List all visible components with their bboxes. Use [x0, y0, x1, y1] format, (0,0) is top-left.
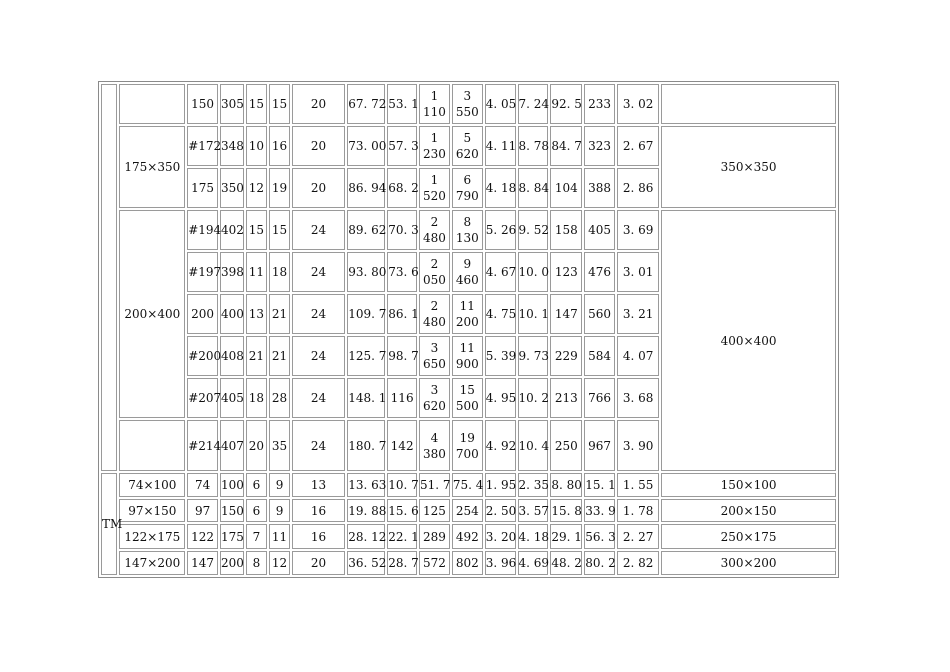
equivalent-size-cell: 150×100: [661, 473, 836, 497]
width-cell: 13: [246, 294, 268, 334]
ix-cell-line: 3: [463, 89, 472, 103]
zx-cell: 15. 1: [584, 473, 615, 497]
width-cell: 12: [246, 168, 268, 208]
designation-cell: #200: [187, 336, 218, 376]
web-cell: 19: [269, 168, 290, 208]
ix-cell: [452, 210, 483, 250]
weight-cell-line: 620: [422, 399, 446, 413]
ix-cell: [452, 294, 483, 334]
flange-cell: 24: [292, 378, 345, 418]
width-cell: 6: [246, 499, 268, 522]
ix-cell: [452, 378, 483, 418]
flange-cell: 24: [292, 252, 345, 292]
size-label-cell: 147×200: [119, 551, 185, 575]
weight-cell-line: 4: [430, 430, 439, 445]
zy-cell: 1. 55: [617, 473, 659, 497]
zx-cell: 766: [584, 378, 615, 418]
weight-cell: [419, 420, 450, 471]
weight-cell-line: 3: [430, 341, 439, 355]
rx-cell: 9. 52: [518, 210, 549, 250]
ix-cell-line: 460: [455, 273, 479, 287]
area-cell: 86. 1: [387, 294, 417, 334]
weight-cell-line: 650: [422, 357, 446, 371]
iy-cell: 3. 96: [485, 551, 516, 575]
steel-section-table: [98, 81, 839, 578]
designation-cell: 74: [187, 473, 218, 497]
size-label-cell: [119, 420, 185, 471]
weight-cell: [419, 210, 450, 250]
zx-cell: 233: [584, 84, 615, 124]
zy-cell: 2. 67: [617, 126, 659, 166]
ix-cell-line: 8: [463, 215, 472, 229]
ry-cell: 250: [550, 420, 582, 471]
width-cell: 10: [246, 126, 268, 166]
designation-cell: 150: [187, 84, 218, 124]
ix-cell-line: 130: [455, 231, 479, 245]
weight-cell-line: 110: [422, 105, 446, 119]
flange-cell: 16: [292, 499, 345, 522]
table-row: [101, 126, 836, 166]
area-cell: 15. 6: [387, 499, 417, 522]
flange-cell: 20: [292, 168, 345, 208]
area-cell: 53. 1: [387, 84, 417, 124]
radius-cell: 125. 7: [347, 336, 385, 376]
height-cell: 398: [220, 252, 244, 292]
zy-cell: 3. 01: [617, 252, 659, 292]
size-label-cell: 122×175: [119, 524, 185, 549]
iy-cell: 5. 39: [485, 336, 516, 376]
weight-cell: [419, 84, 450, 124]
height-cell: 350: [220, 168, 244, 208]
equivalent-size-cell: 350×350: [661, 126, 836, 208]
web-cell: 16: [269, 126, 290, 166]
zx-cell: 388: [584, 168, 615, 208]
web-cell: 35: [269, 420, 290, 471]
weight-cell-line: 1: [430, 131, 439, 145]
ix-cell-line: 9: [463, 257, 472, 271]
rx-cell: 7. 24: [518, 84, 549, 124]
table-row: [101, 551, 836, 575]
ix-cell: 802: [452, 551, 483, 575]
area-cell: 68. 2: [387, 168, 417, 208]
table-row: [101, 210, 836, 250]
width-cell: 7: [246, 524, 268, 549]
zx-cell: 560: [584, 294, 615, 334]
zx-cell: 967: [584, 420, 615, 471]
ry-cell: 84. 7: [550, 126, 582, 166]
ix-cell-line: 620: [455, 147, 479, 161]
height-cell: 348: [220, 126, 244, 166]
height-cell: 400: [220, 294, 244, 334]
width-cell: 15: [246, 210, 268, 250]
ix-cell-line: 550: [455, 105, 479, 119]
designation-cell: #207: [187, 378, 218, 418]
radius-cell: 13. 63: [347, 473, 385, 497]
area-cell: 28. 7: [387, 551, 417, 575]
weight-cell: [419, 294, 450, 334]
flange-cell: 16: [292, 524, 345, 549]
web-cell: 9: [269, 499, 290, 522]
series-label-cell: TM: [101, 473, 117, 575]
zy-cell: 4. 07: [617, 336, 659, 376]
ix-cell: [452, 168, 483, 208]
ix-cell-line: 790: [455, 189, 479, 203]
flange-cell: 13: [292, 473, 345, 497]
ix-cell-line: 700: [455, 446, 479, 461]
zx-cell: 56. 3: [584, 524, 615, 549]
rx-cell: 2. 35: [518, 473, 549, 497]
ix-cell: [452, 126, 483, 166]
ix-cell: [452, 84, 483, 124]
zy-cell: 2. 82: [617, 551, 659, 575]
area-cell: 70. 3: [387, 210, 417, 250]
rx-cell: 10. 1: [518, 294, 549, 334]
area-cell: 10. 7: [387, 473, 417, 497]
height-cell: 408: [220, 336, 244, 376]
ix-cell-line: 15: [459, 383, 475, 397]
iy-cell: 1. 95: [485, 473, 516, 497]
width-cell: 20: [246, 420, 268, 471]
radius-cell: 36. 52: [347, 551, 385, 575]
web-cell: 15: [269, 210, 290, 250]
radius-cell: 67. 72: [347, 84, 385, 124]
height-cell: 175: [220, 524, 244, 549]
ry-cell: 147: [550, 294, 582, 334]
ry-cell: 158: [550, 210, 582, 250]
radius-cell: 89. 62: [347, 210, 385, 250]
web-cell: 18: [269, 252, 290, 292]
weight-cell-line: 480: [422, 231, 446, 245]
web-cell: 11: [269, 524, 290, 549]
ry-cell: 29. 1: [550, 524, 582, 549]
size-label-cell: 200×400: [119, 210, 185, 418]
height-cell: 405: [220, 378, 244, 418]
radius-cell: 109. 7: [347, 294, 385, 334]
area-cell: 73. 6: [387, 252, 417, 292]
zy-cell: 2. 27: [617, 524, 659, 549]
ix-cell-line: 900: [455, 357, 479, 371]
iy-cell: 4. 11: [485, 126, 516, 166]
ix-cell-line: 200: [455, 315, 479, 329]
ix-cell-line: 19: [459, 430, 475, 445]
height-cell: 407: [220, 420, 244, 471]
flange-cell: 20: [292, 126, 345, 166]
designation-cell: #172: [187, 126, 218, 166]
weight-cell: [419, 126, 450, 166]
ry-cell: 229: [550, 336, 582, 376]
ix-cell: [452, 252, 483, 292]
ry-cell: 92. 5: [550, 84, 582, 124]
iy-cell: 2. 50: [485, 499, 516, 522]
ix-cell: 75. 4: [452, 473, 483, 497]
width-cell: 18: [246, 378, 268, 418]
designation-cell: #197: [187, 252, 218, 292]
zx-cell: 80. 2: [584, 551, 615, 575]
web-cell: 15: [269, 84, 290, 124]
ry-cell: 15. 8: [550, 499, 582, 522]
area-cell: 22. 1: [387, 524, 417, 549]
weight-cell-line: 2: [430, 257, 439, 271]
rx-cell: 4. 18: [518, 524, 549, 549]
area-cell: 142: [387, 420, 417, 471]
ry-cell: 8. 80: [550, 473, 582, 497]
weight-cell-line: 380: [422, 446, 446, 461]
designation-cell: #214: [187, 420, 218, 471]
zx-cell: 476: [584, 252, 615, 292]
size-label-cell: 74×100: [119, 473, 185, 497]
rx-cell: 9. 73: [518, 336, 549, 376]
ry-cell: 48. 2: [550, 551, 582, 575]
zy-cell: 3. 90: [617, 420, 659, 471]
weight-cell-line: 480: [422, 315, 446, 329]
iy-cell: 4. 92: [485, 420, 516, 471]
width-cell: 15: [246, 84, 268, 124]
area-cell: 57. 3: [387, 126, 417, 166]
radius-cell: 19. 88: [347, 499, 385, 522]
web-cell: 28: [269, 378, 290, 418]
rx-cell: 8. 84: [518, 168, 549, 208]
radius-cell: 28. 12: [347, 524, 385, 549]
table-row: [101, 84, 836, 124]
rx-cell: 4. 69: [518, 551, 549, 575]
ix-cell: [452, 420, 483, 471]
height-cell: 100: [220, 473, 244, 497]
height-cell: 150: [220, 499, 244, 522]
size-label-cell: 97×150: [119, 499, 185, 522]
weight-cell: [419, 252, 450, 292]
weight-cell: 572: [419, 551, 450, 575]
ix-cell-line: 500: [455, 399, 479, 413]
area-cell: 116: [387, 378, 417, 418]
weight-cell: 125: [419, 499, 450, 522]
iy-cell: 4. 67: [485, 252, 516, 292]
area-cell: 98. 7: [387, 336, 417, 376]
zy-cell: 3. 69: [617, 210, 659, 250]
rx-cell: 3. 57: [518, 499, 549, 522]
zx-cell: 323: [584, 126, 615, 166]
web-cell: 9: [269, 473, 290, 497]
weight-cell-line: 2: [430, 299, 439, 313]
iy-cell: 4. 05: [485, 84, 516, 124]
ix-cell-line: 11: [459, 341, 475, 355]
series-label-cell: [101, 84, 117, 471]
rx-cell: 10. 0: [518, 252, 549, 292]
width-cell: 6: [246, 473, 268, 497]
equivalent-size-cell: 300×200: [661, 551, 836, 575]
designation-cell: 175: [187, 168, 218, 208]
weight-cell: [419, 378, 450, 418]
height-cell: 402: [220, 210, 244, 250]
ix-cell: [452, 336, 483, 376]
iy-cell: 3. 20: [485, 524, 516, 549]
ix-cell: 492: [452, 524, 483, 549]
zy-cell: 1. 78: [617, 499, 659, 522]
flange-cell: 24: [292, 336, 345, 376]
size-label-cell: [119, 84, 185, 124]
zx-cell: 584: [584, 336, 615, 376]
weight-cell: 51. 7: [419, 473, 450, 497]
iy-cell: 5. 26: [485, 210, 516, 250]
zy-cell: 2. 86: [617, 168, 659, 208]
web-cell: 21: [269, 336, 290, 376]
table-row: [101, 499, 836, 522]
zy-cell: 3. 21: [617, 294, 659, 334]
flange-cell: 24: [292, 420, 345, 471]
weight-cell-line: 520: [422, 189, 446, 203]
zx-cell: 405: [584, 210, 615, 250]
ix-cell-line: 6: [463, 173, 472, 187]
ry-cell: 213: [550, 378, 582, 418]
width-cell: 11: [246, 252, 268, 292]
equivalent-size-cell: 400×400: [661, 210, 836, 471]
size-label-cell: 175×350: [119, 126, 185, 208]
table-row: [101, 524, 836, 549]
flange-cell: 20: [292, 551, 345, 575]
designation-cell: 97: [187, 499, 218, 522]
web-cell: 21: [269, 294, 290, 334]
iy-cell: 4. 95: [485, 378, 516, 418]
iy-cell: 4. 18: [485, 168, 516, 208]
zy-cell: 3. 68: [617, 378, 659, 418]
equivalent-size-cell: 250×175: [661, 524, 836, 549]
weight-cell-line: 3: [430, 383, 439, 397]
designation-cell: #194: [187, 210, 218, 250]
table-row: [101, 473, 836, 497]
radius-cell: 73. 00: [347, 126, 385, 166]
height-cell: 200: [220, 551, 244, 575]
designation-cell: 122: [187, 524, 218, 549]
flange-cell: 24: [292, 294, 345, 334]
radius-cell: 148. 1: [347, 378, 385, 418]
zx-cell: 33. 9: [584, 499, 615, 522]
radius-cell: 93. 80: [347, 252, 385, 292]
height-cell: 305: [220, 84, 244, 124]
rx-cell: 10. 4: [518, 420, 549, 471]
ry-cell: 123: [550, 252, 582, 292]
equivalent-size-cell: 200×150: [661, 499, 836, 522]
ix-cell-line: 5: [463, 131, 472, 145]
rx-cell: 10. 2: [518, 378, 549, 418]
weight-cell-line: 230: [422, 147, 446, 161]
weight-cell: 289: [419, 524, 450, 549]
ix-cell-line: 11: [459, 299, 475, 313]
weight-cell-line: 1: [430, 89, 439, 103]
designation-cell: 200: [187, 294, 218, 334]
weight-cell: [419, 168, 450, 208]
ix-cell: 254: [452, 499, 483, 522]
zy-cell: 3. 02: [617, 84, 659, 124]
radius-cell: 180. 7: [347, 420, 385, 471]
radius-cell: 86. 94: [347, 168, 385, 208]
width-cell: 21: [246, 336, 268, 376]
weight-cell-line: 1: [430, 173, 439, 187]
weight-cell-line: 050: [422, 273, 446, 287]
rx-cell: 8. 78: [518, 126, 549, 166]
designation-cell: 147: [187, 551, 218, 575]
weight-cell: [419, 336, 450, 376]
width-cell: 8: [246, 551, 268, 575]
ry-cell: 104: [550, 168, 582, 208]
equivalent-size-cell: [661, 84, 836, 124]
weight-cell-line: 2: [430, 215, 439, 229]
web-cell: 12: [269, 551, 290, 575]
flange-cell: 20: [292, 84, 345, 124]
flange-cell: 24: [292, 210, 345, 250]
iy-cell: 4. 75: [485, 294, 516, 334]
